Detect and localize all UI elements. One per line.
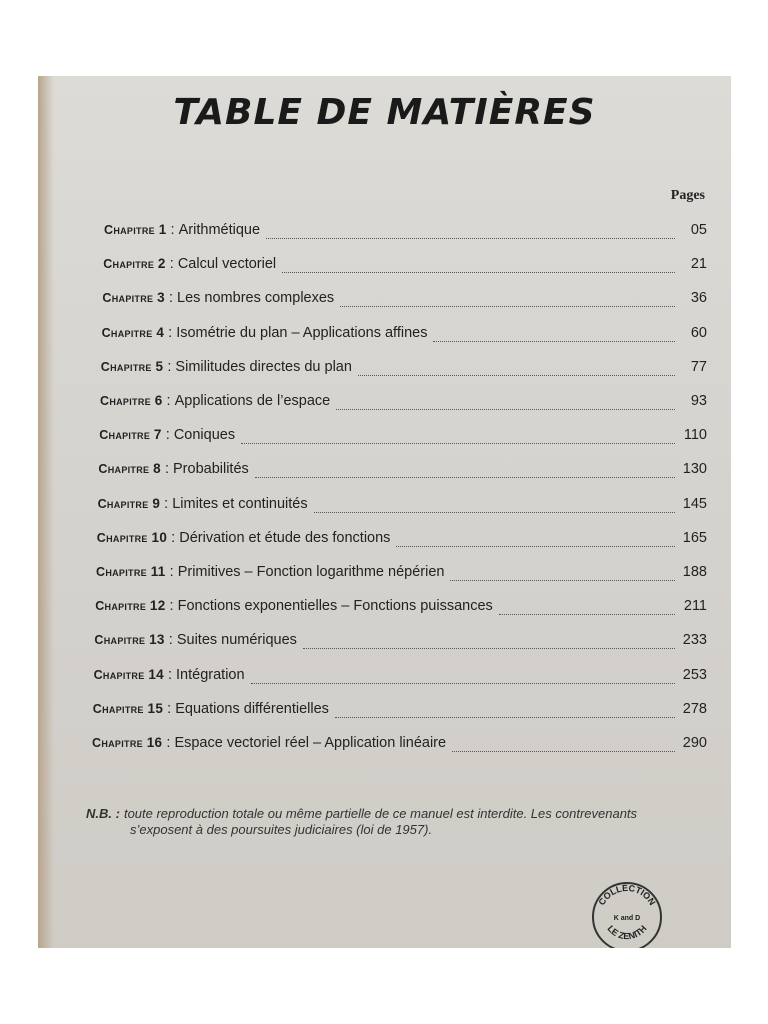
dot-leader	[452, 751, 675, 752]
chapter-label	[95, 598, 165, 613]
chapter-label	[94, 667, 164, 682]
chapter-title: Coniques	[173, 427, 236, 444]
chapter-number: 9	[152, 495, 161, 511]
chapter-number: 15	[147, 700, 164, 716]
chapter-title: Limites et continuités	[172, 495, 308, 512]
toc-entry: Chapitre 9 : Limites et continuités 145	[97, 495, 707, 512]
toc-entry: Chapitre 12 : Fonctions exponentielles – Fonctions puissances 211	[95, 598, 707, 615]
dot-leader	[499, 614, 675, 615]
chapter-label	[98, 461, 161, 476]
chapter-word: Chapitre	[93, 667, 145, 682]
chapter-word: Chapitre	[96, 530, 148, 545]
chapter-label	[99, 427, 162, 442]
chapter-label	[93, 701, 163, 716]
chapter-number: 16	[146, 735, 163, 750]
chapter-word: Chapitre	[95, 599, 147, 614]
chapter-number: 13	[149, 632, 165, 648]
toc-entry: Chapitre 5 : Similitudes directes du plan 77	[100, 358, 707, 375]
chapter-word: Chapitre	[104, 223, 155, 237]
chapter-title: Equations différentielles	[175, 700, 329, 717]
copyright-note	[86, 806, 726, 838]
chapter-label	[94, 632, 164, 647]
page-number: 93	[690, 393, 707, 409]
chapter-number: 10	[151, 529, 168, 545]
page-edge-shadow	[38, 76, 54, 948]
chapter-number: 1	[158, 222, 167, 237]
document-page	[38, 76, 731, 948]
chapter-number: 3	[157, 290, 165, 306]
chapter-title: Suites numériques	[176, 632, 297, 649]
stamp-middle-text: K and D	[613, 915, 641, 922]
chapter-title: Intégration	[176, 666, 245, 683]
chapter-word: Chapitre	[102, 291, 154, 306]
dot-leader	[450, 580, 675, 581]
collection-stamp	[590, 880, 664, 948]
page-number: 278	[682, 700, 707, 717]
chapter-title: Les nombres complexes	[177, 290, 335, 307]
chapter-title: Fonctions exponentielles – Fonctions puissances	[177, 598, 493, 615]
dot-leader	[336, 409, 675, 410]
chapter-number: 2	[157, 256, 166, 272]
dot-leader	[282, 272, 675, 273]
page-number: 77	[690, 358, 707, 375]
note-line-1: toute reproduction totale ou même partielle de ce manuel est interdite. Les contrevenants	[123, 806, 638, 821]
toc-entry: Chapitre 16 : Espace vectoriel réel – Application linéaire 290	[92, 735, 707, 751]
page-number: 211	[683, 598, 707, 615]
chapter-title: Calcul vectoriel	[177, 256, 277, 273]
chapter-label	[98, 496, 161, 511]
page-number: 110	[683, 427, 707, 444]
dot-leader	[340, 306, 675, 307]
chapter-label	[92, 735, 162, 750]
chapter-label	[103, 256, 166, 271]
toc-entry: Chapitre 6 : Applications de l’espace 93	[100, 393, 707, 409]
toc-entry: Chapitre 8 : Probabilités 130	[98, 461, 707, 478]
toc-entry: Chapitre 11 : Primitives – Fonction logarithme népérien 188	[96, 564, 707, 580]
chapter-word: Chapitre	[99, 428, 151, 443]
toc-entry: Chapitre 2 : Calcul vectoriel 21	[103, 256, 707, 273]
page-number: 290	[682, 735, 707, 751]
svg-text:LE ZENITH	[605, 923, 648, 941]
chapter-number: 11	[150, 564, 166, 579]
note-prefix: N.B. :	[86, 806, 120, 821]
chapter-number: 7	[153, 427, 162, 443]
chapter-title: Arithmétique	[178, 222, 261, 238]
chapter-title: Primitives – Fonction logarithme népérien	[177, 564, 445, 580]
chapter-title: Isométrie du plan – Applications affines	[176, 324, 428, 341]
page-number: 233	[682, 632, 707, 649]
page-number: 165	[682, 529, 707, 546]
dot-leader	[314, 512, 675, 513]
toc-entry: Chapitre 7 : Coniques 110	[99, 427, 707, 444]
chapter-number: 8	[153, 461, 161, 477]
chapter-number: 5	[155, 358, 164, 374]
chapter-word: Chapitre	[92, 701, 144, 716]
chapter-word: Chapitre	[94, 633, 146, 648]
chapter-label	[102, 290, 165, 305]
chapter-label	[101, 359, 164, 374]
chapter-number: 6	[154, 393, 163, 408]
chapter-title: Probabilités	[173, 461, 249, 478]
document-title: TABLE DE MATIÈRES	[173, 92, 596, 133]
toc-entry: Chapitre 13 : Suites numériques 233	[94, 632, 707, 649]
chapter-number: 12	[149, 598, 166, 614]
chapter-word: Chapitre	[96, 565, 147, 579]
chapter-word: Chapitre	[100, 359, 152, 374]
dot-leader	[433, 341, 675, 342]
chapter-label	[97, 530, 167, 545]
toc-entry: Chapitre 14 : Intégration 253	[93, 666, 707, 683]
stamp-bottom-text: LE ZENITH	[605, 923, 649, 942]
page-number: 188	[682, 564, 707, 580]
dot-leader	[303, 648, 675, 649]
chapter-word: Chapitre	[100, 394, 151, 408]
dot-leader	[335, 717, 675, 718]
chapter-word: Chapitre	[101, 325, 153, 340]
chapter-label	[104, 222, 167, 237]
toc-entry: Chapitre 15 : Equations différentielles 278	[92, 700, 707, 717]
chapter-number: 4	[156, 324, 165, 340]
dot-leader	[396, 546, 675, 547]
page-number: 36	[690, 290, 707, 307]
chapter-title: Dérivation et étude des fonctions	[179, 529, 391, 546]
page-number: 145	[682, 495, 707, 512]
chapter-label	[100, 393, 163, 408]
toc-entry: Chapitre 10 : Dérivation et étude des fonctions 165	[96, 529, 707, 546]
chapter-title: Similitudes directes du plan	[175, 358, 352, 375]
chapter-word: Chapitre	[92, 736, 143, 750]
page-number: 05	[690, 222, 707, 238]
chapter-word: Chapitre	[97, 496, 149, 511]
chapter-title: Applications de l’espace	[174, 393, 331, 409]
page-number: 21	[690, 256, 707, 273]
svg-text:COLLECTION	[596, 883, 657, 907]
toc-entry: Chapitre 1 : Arithmétique 05	[104, 222, 707, 238]
chapter-number: 14	[148, 666, 164, 682]
stamp-top-text: COLLECTION	[596, 882, 658, 907]
chapter-title: Espace vectoriel réel – Application linéaire	[174, 735, 447, 751]
note-line-2: s’exposent à des poursuites judiciaires (loi de 1957).	[130, 822, 433, 837]
toc-entry: Chapitre 4 : Isométrie du plan – Applications affines 60	[101, 324, 707, 341]
chapter-word: Chapitre	[103, 257, 155, 272]
dot-leader	[241, 443, 675, 444]
dot-leader	[255, 477, 675, 478]
dot-leader	[266, 238, 675, 239]
page-number: 130	[682, 461, 707, 478]
page-number: 253	[682, 666, 707, 683]
chapter-label	[96, 564, 166, 579]
toc-entry: Chapitre 3 : Les nombres complexes 36	[102, 290, 707, 307]
chapter-word: Chapitre	[98, 462, 150, 477]
dot-leader	[358, 375, 675, 376]
page-number: 60	[690, 324, 707, 341]
dot-leader	[251, 683, 675, 684]
chapter-label	[102, 325, 165, 340]
pages-column-header: Pages	[670, 188, 705, 203]
